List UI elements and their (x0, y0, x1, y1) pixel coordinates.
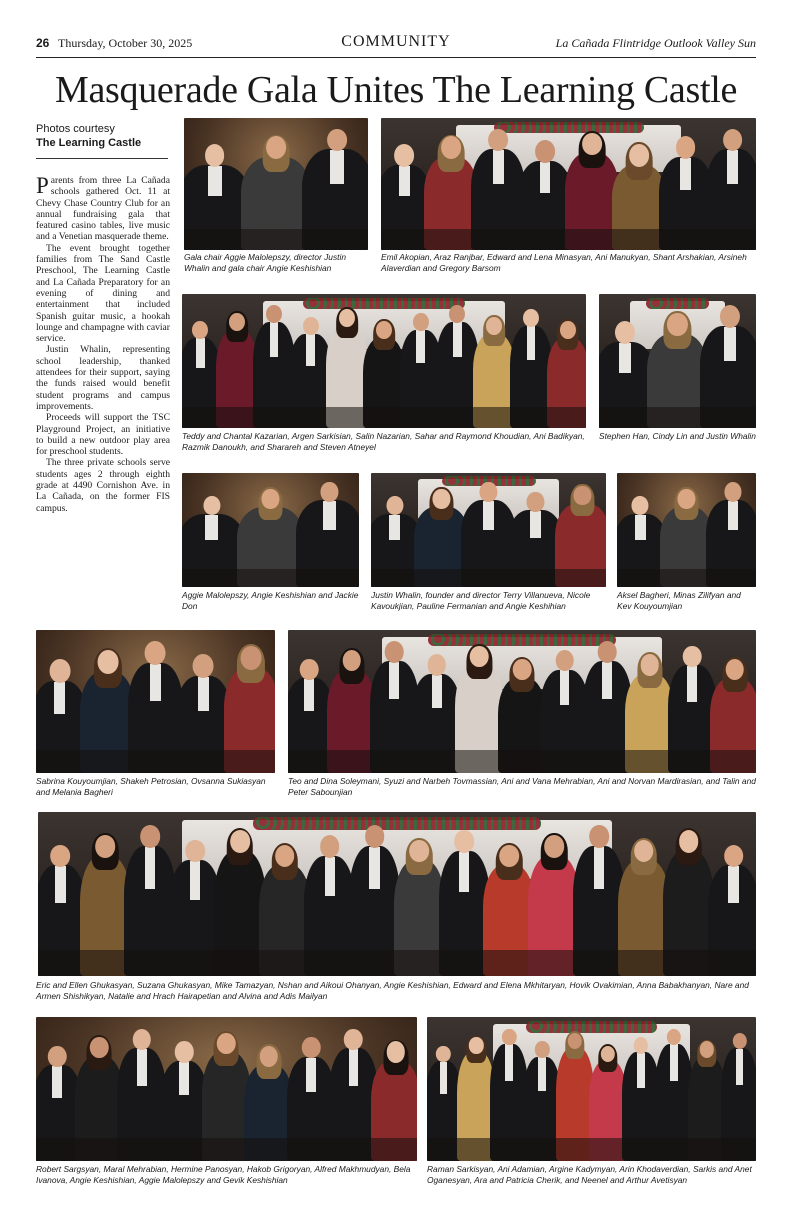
person-head (343, 650, 362, 671)
gala-photo (36, 630, 275, 773)
person-head (724, 845, 744, 868)
person-shirt (190, 861, 200, 899)
person-shirt (325, 857, 335, 896)
gala-photo (617, 473, 756, 587)
person-head (582, 133, 602, 156)
photo-credit (36, 122, 170, 150)
photo-shadow (599, 407, 756, 428)
person-head (395, 144, 415, 167)
person-head (720, 305, 740, 328)
person-head (634, 1037, 648, 1054)
person-head (266, 136, 286, 159)
person-shirt (196, 338, 204, 368)
photo-credit-line2: The Learning Castle (36, 137, 142, 149)
person-head (241, 646, 262, 670)
person-shirt (55, 866, 65, 903)
article-paragraph: The three private schools serve students ages 2 through eighth grade at 4490 Cornishon Ave. in La Cañada, on the former FIS campus. (36, 457, 170, 514)
headline: Masquerade Gala Unites The Learning Castle (54, 69, 738, 111)
person-shirt (179, 1062, 189, 1095)
gala-photo (182, 473, 359, 587)
person-shirt (330, 150, 344, 184)
gala-photo (381, 118, 756, 250)
person-shirt (205, 515, 219, 541)
photo-shadow (371, 569, 606, 587)
person-shirt (594, 847, 604, 889)
person-head (441, 136, 461, 159)
person-shirt (493, 150, 504, 184)
person-head (634, 840, 654, 863)
person-shirt (619, 343, 631, 373)
photo-caption: Justin Whalin, founder and director Terry Villanueva, Nicole Kavoukjian, Pauline Fermanian and Angie Keshihian (371, 590, 591, 611)
person-head (302, 1037, 320, 1058)
person-head (683, 646, 702, 667)
person-head (678, 489, 695, 509)
person-head (513, 659, 532, 680)
person-head (527, 492, 544, 512)
photo-caption: Teo and Dina Soleymani, Syuzi and Narbeh Tovmassian, Ani and Vana Mehrabian, Ani and Norvan Mardirasian, and Talin and Peter Sabounjian (288, 776, 756, 797)
person-shirt (505, 1044, 513, 1081)
person-shirt (453, 322, 461, 357)
person-shirt (560, 670, 570, 704)
person-head (320, 835, 340, 858)
person-head (300, 659, 319, 680)
photo-caption: Raman Sarkisyan, Ani Adamian, Argine Kadymyan, Arin Khodaverdian, Sarkis and Anet Oganesyan, Ara and Patricia Cherik, and Neenel and Arthur Avetisyan (427, 1164, 752, 1185)
photo-shadow (38, 950, 756, 976)
article-paragraph: Proceeds will support the TSC Playground Project, an initiative to build a new outdoor play area for preschool students. (36, 412, 170, 458)
person-head (266, 305, 282, 323)
person-shirt (270, 322, 278, 357)
person-head (667, 1029, 681, 1046)
person-head (185, 840, 205, 863)
person-head (327, 129, 347, 152)
person-head (97, 650, 118, 674)
floral-garland (526, 1021, 658, 1033)
gala-photo (288, 630, 756, 773)
person-head (140, 825, 160, 848)
person-shirt (727, 150, 738, 184)
person-head (413, 313, 429, 331)
person-head (488, 129, 508, 152)
person-shirt (369, 847, 379, 889)
person-shirt (150, 664, 161, 701)
person-shirt (323, 501, 337, 530)
person-head (321, 482, 338, 502)
person-shirt (670, 1044, 678, 1081)
person-head (502, 1029, 516, 1046)
person-head (632, 496, 649, 516)
person-head (535, 1041, 549, 1058)
person-head (629, 144, 649, 167)
person-head (192, 321, 208, 339)
person-head (601, 1046, 615, 1063)
person-head (535, 140, 555, 163)
person-shirt (304, 679, 314, 711)
article-paragraph-text: arents from three La Cañada schools gathered Oct. 11 at Chevy Chase Country Club for an annual fundraising gala that featured casino tables, live music and a Venetian masquerade theme. (36, 175, 170, 243)
person-shirt (530, 511, 541, 537)
photo-caption: Robert Sargsyan, Maral Mehrabian, Hermine Panosyan, Hakob Grigoryan, Alfred Makhmudyan, Bela Ivanova, Angie Keshishian, Aggie Malolepszy and Gevik Keshishian (36, 1164, 411, 1185)
gala-photo (38, 812, 756, 976)
person-shirt (145, 847, 155, 889)
section-name: COMMUNITY (341, 33, 451, 50)
person-head (725, 659, 744, 680)
person-shirt (527, 326, 535, 359)
person-shirt (540, 162, 551, 193)
person-head (523, 309, 539, 327)
person-shirt (724, 327, 736, 362)
gala-photo (184, 118, 368, 250)
person-head (205, 144, 225, 167)
photo-shadow (617, 569, 756, 587)
credit-rule (36, 158, 168, 159)
article-body (36, 175, 170, 514)
person-head (555, 650, 574, 671)
photo-caption: Emil Akopian, Araz Ranjbar, Edward and Lena Minasyan, Ani Manukyan, Shant Arshakian, Arsineh Alaverdian and Gregory Barsom (381, 252, 747, 273)
person-shirt (208, 166, 222, 196)
gala-photo (427, 1017, 756, 1161)
person-head (568, 1033, 582, 1050)
person-shirt (52, 1066, 62, 1098)
photo-credit-line1: Photos courtesy (36, 123, 115, 135)
person-head (230, 830, 250, 853)
person-shirt (483, 501, 494, 530)
person-head (470, 646, 489, 667)
person-shirt (637, 1053, 645, 1088)
person-head (48, 1046, 66, 1067)
person-head (193, 654, 214, 678)
article-paragraph: Justin Whalin, representing school leadership, thanked attendees for their support, saying the funds raised would benefit student programs and campus improvements. (36, 344, 170, 412)
person-head (385, 641, 404, 662)
person-head (175, 1041, 193, 1062)
person-shirt (635, 515, 646, 541)
photo-shadow (184, 229, 368, 250)
photo-caption: Sabrina Kouyoumjian, Shakeh Petrosian, Ovsanna Sukiasyan and Melania Bagheri (36, 776, 266, 797)
photo-shadow (381, 229, 756, 250)
photo-caption: Gala chair Aggie Malolepszy, director Justin Whalin and gala chair Angie Keshishian (184, 252, 346, 273)
photo-caption: Teddy and Chantal Kazarian, Argen Sarkisian, Salin Nazarian, Sahar and Raymond Khoudian, Ani Badikyan, Razmik Danoukh, and Sharareh and Steven Atneyel (182, 431, 585, 452)
article-paragraph: The event brought together families from The Sand Castle Preschool, The Learning Castle and La Cañada Preparatory for an evening of dining and entertainment that included Spanish guitar music, a hookah lounge and champagne with caviar service. (36, 242, 170, 345)
person-shirt (416, 330, 424, 362)
person-head (699, 1041, 713, 1058)
gala-photo (182, 294, 586, 428)
person-shirt (459, 852, 469, 893)
person-shirt (728, 866, 738, 903)
header-rule (36, 57, 756, 58)
photo-caption: Aggie Malolepszy, Angie Keshishian and Jackie Don (182, 590, 359, 611)
person-head (433, 489, 450, 509)
person-head (732, 1033, 746, 1050)
person-shirt (680, 158, 691, 190)
person-shirt (728, 501, 739, 530)
photo-shadow (182, 407, 586, 428)
person-head (615, 321, 635, 344)
person-head (454, 830, 474, 853)
person-shirt (137, 1049, 147, 1086)
person-head (480, 482, 497, 502)
person-head (49, 659, 70, 683)
gala-photo (599, 294, 756, 428)
publication-name: La Cañada Flintridge Outlook Valley Sun (555, 36, 756, 50)
person-shirt (389, 515, 400, 541)
photo-shadow (36, 750, 275, 773)
person-head (676, 136, 696, 159)
person-shirt (198, 677, 209, 710)
photo-shadow (288, 750, 756, 773)
person-shirt (389, 662, 399, 699)
person-head (262, 489, 279, 509)
person-head (499, 845, 519, 868)
issue-date: Thursday, October 30, 2025 (58, 36, 193, 50)
person-head (275, 845, 295, 868)
photo-caption: Aksel Bagheri, Minas Zilifyan and Kev Kouyoumjian (617, 590, 741, 611)
person-head (640, 654, 659, 675)
gala-photo (36, 1017, 417, 1161)
person-head (203, 496, 220, 516)
gala-photo (371, 473, 606, 587)
drop-cap: P (36, 173, 49, 198)
page-header (36, 33, 756, 55)
photo-shadow (427, 1138, 756, 1161)
photo-caption: Eric and Ellen Ghukasyan, Suzana Ghukasyan, Mike Tamazyan, Nshan and Aikoui Ohanyan, Angie Keshishian, Edward and Elena Mkhitaryan, Hovik Ovakimian, Anna Babakhanyan, Nare and Armen Shishikyan, Natalie and Hrach Hairapetian and Alvina and Adis Mailyan (36, 980, 749, 1001)
page-number: 26 (36, 36, 50, 50)
person-head (574, 486, 591, 506)
person-head (723, 129, 743, 152)
person-shirt (399, 166, 410, 196)
person-head (598, 641, 617, 662)
article-paragraph (36, 175, 170, 243)
person-shirt (538, 1057, 546, 1090)
person-head (469, 1037, 483, 1054)
person-shirt (602, 662, 612, 699)
person-head (589, 825, 609, 848)
person-head (145, 641, 166, 665)
person-shirt (306, 334, 314, 365)
person-head (679, 830, 699, 853)
person-shirt (432, 675, 442, 708)
person-head (303, 317, 319, 335)
person-head (724, 482, 741, 502)
person-shirt (736, 1049, 744, 1085)
person-head (410, 840, 430, 863)
person-head (386, 496, 403, 516)
person-shirt (54, 682, 65, 714)
person-head (133, 1029, 151, 1050)
photo-shadow (36, 1138, 417, 1161)
person-head (365, 825, 385, 848)
person-shirt (440, 1062, 448, 1094)
person-head (95, 835, 115, 858)
person-head (344, 1029, 362, 1050)
person-head (449, 305, 465, 323)
photo-shadow (182, 569, 359, 587)
person-shirt (687, 666, 697, 702)
person-head (51, 845, 71, 868)
person-shirt (306, 1058, 316, 1093)
person-head (436, 1046, 450, 1063)
photo-caption: Stephen Han, Cindy Lin and Justin Whalin (599, 431, 756, 441)
person-shirt (349, 1049, 359, 1086)
person-head (428, 654, 447, 675)
person-head (544, 835, 564, 858)
